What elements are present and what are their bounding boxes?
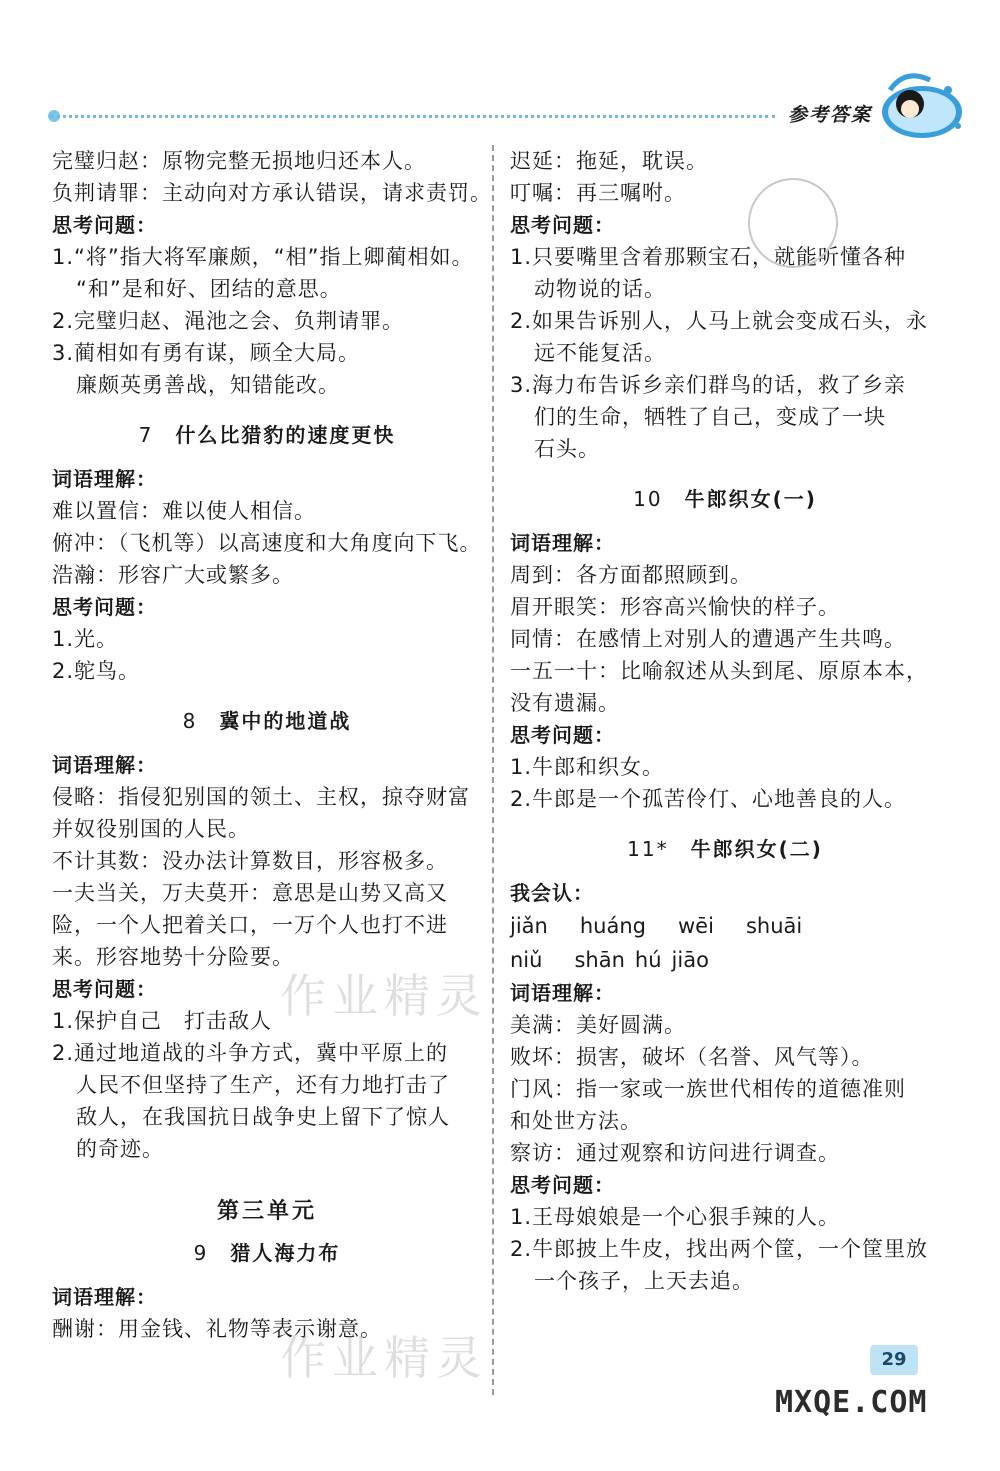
vocab-line: 和处世方法。	[510, 1109, 642, 1133]
section-heading: 思考问题：	[510, 1173, 615, 1197]
answer-item: 1.“将”指大将军廉颇，“相”指上卿蔺相如。	[52, 245, 474, 269]
lesson-name: 牛郎织女(一)	[684, 487, 817, 511]
answer-continuation: 廉颇英勇善战，知错能改。	[76, 373, 340, 397]
lesson-title	[510, 483, 940, 515]
answer-continuation: 人民不但坚持了生产，还有力地打击了	[76, 1073, 450, 1097]
watermark: 作业精灵	[280, 1331, 488, 1385]
footer-watermark: MXQE.COM	[775, 1385, 928, 1420]
pinyin-syllable: shuāi	[745, 914, 803, 938]
vocab-line: 叮嘱：再三嘱咐。	[510, 181, 686, 205]
answer-item: 2.完璧归赵、渑池之会、负荆请罪。	[52, 309, 405, 333]
section-heading: 思考问题：	[52, 213, 157, 237]
vocab-line: 同情：在感情上对别人的遭遇产生共鸣。	[510, 627, 906, 651]
lesson-name: 牛郎织女(二)	[690, 837, 823, 861]
answer-continuation: 动物说的话。	[534, 277, 666, 301]
watermark: 作业精灵	[280, 969, 488, 1023]
vocab-line: 不计其数：没办法计算数目，形容极多。	[52, 849, 448, 873]
section-heading: 词语理解：	[510, 981, 615, 1005]
section-heading: 词语理解：	[52, 467, 157, 491]
section-heading: 思考问题：	[510, 213, 615, 237]
answer-item: 3.海力布告诉乡亲们群鸟的话，救了乡亲	[510, 373, 907, 397]
lesson-number: 9	[193, 1241, 209, 1265]
lesson-title	[510, 833, 940, 865]
answer-continuation: 的奇迹。	[76, 1137, 164, 1161]
answer-item: 3.蔺相如有勇有谋，顾全大局。	[52, 341, 361, 365]
answer-item: 1.光。	[52, 627, 119, 651]
vocab-line: 美满：美好圆满。	[510, 1013, 686, 1037]
answer-continuation: 远不能复活。	[534, 341, 666, 365]
section-heading: 词语理解：	[52, 753, 157, 777]
answer-continuation: 一个孩子，上天去追。	[534, 1269, 754, 1293]
vocab-line: 周到：各方面都照顾到。	[510, 563, 752, 587]
lesson-title	[52, 1237, 482, 1269]
answer-item: 2.鸵鸟。	[52, 659, 141, 683]
vocab-line: 一五一十：比喻叙述从头到尾、原原本本，	[510, 659, 928, 683]
lesson-number: 7	[138, 423, 154, 447]
vocab-line: 一夫当关，万夫莫开：意思是山势又高又	[52, 881, 448, 905]
answer-item: 2.牛郎披上牛皮，找出两个筐，一个筐里放	[510, 1237, 929, 1261]
vocab-line: 俯冲：（飞机等）以高速度和大角度向下飞。	[52, 531, 482, 555]
pinyin-row	[510, 909, 940, 943]
left-column	[52, 145, 492, 1345]
lesson-title	[52, 705, 482, 737]
vocab-line: 险，一个人把着关口，一万个人也打不进	[52, 913, 448, 937]
section-heading: 词语理解：	[510, 531, 615, 555]
vocab-line: 败坏：损害，破坏（名誉、风气等）。	[510, 1045, 874, 1069]
answer-item: 1.保护自己 打击敌人	[52, 1009, 273, 1033]
vocab-line: 迟延：拖延，耽误。	[510, 149, 708, 173]
pinyin-syllable: shān	[574, 948, 625, 972]
vocab-line: 眉开眼笑：形容高兴愉快的样子。	[510, 595, 840, 619]
answer-item: 2.如果告诉别人，人马上就会变成石头，永	[510, 309, 929, 333]
page-number: 29	[870, 1345, 918, 1375]
vocab-line: 门风：指一家或一族世代相传的道德准则	[510, 1077, 906, 1101]
answer-item: 1.王母娘娘是一个心狠手辣的人。	[510, 1205, 841, 1229]
vocab-line: 并奴役别国的人民。	[52, 817, 250, 841]
lesson-name: 什么比猎豹的速度更快	[175, 423, 396, 447]
lesson-number: 10	[633, 487, 663, 511]
section-heading: 思考问题：	[510, 723, 615, 747]
page-header	[50, 98, 940, 138]
answer-item: 2.通过地道战的斗争方式，冀中平原上的	[52, 1041, 449, 1065]
pinyin-syllable: niǔ	[510, 948, 543, 972]
header-title: 参考答案	[788, 104, 873, 126]
pinyin-syllable: hú	[634, 948, 662, 972]
lesson-number: 11*	[627, 837, 669, 861]
column-divider	[492, 145, 494, 1395]
answer-continuation: 石头。	[534, 437, 600, 461]
header-dotted-rule	[50, 115, 775, 118]
mascot-icon	[870, 60, 970, 150]
answer-item: 2.牛郎是一个孤苦伶仃、心地善良的人。	[510, 787, 907, 811]
right-column	[510, 145, 940, 1297]
lesson-title	[52, 419, 482, 451]
answer-item: 1.牛郎和织女。	[510, 755, 665, 779]
pinyin-syllable: huáng	[579, 914, 646, 938]
answer-continuation: 们的生命，牺牲了自己，变成了一块	[534, 405, 886, 429]
vocab-line: 负荆请罪：主动向对方承认错误，请求责罚。	[52, 181, 492, 205]
answer-continuation: “和”是和好、团结的意思。	[76, 277, 342, 301]
unit-title: 第三单元	[216, 1199, 317, 1224]
pinyin-row	[510, 943, 940, 977]
vocab-line: 没有遗漏。	[510, 691, 620, 715]
section-heading: 词语理解：	[52, 1285, 157, 1309]
vocab-line: 浩瀚：形容广大或繁多。	[52, 563, 294, 587]
pinyin-syllable: jiāo	[671, 948, 709, 972]
vocab-line: 侵略：指侵犯别国的领土、主权，掠夺财富	[52, 785, 470, 809]
section-heading: 思考问题：	[52, 595, 157, 619]
lesson-number: 8	[182, 709, 198, 733]
vocab-line: 酬谢：用金钱、礼物等表示谢意。	[52, 1317, 382, 1341]
pinyin-syllable: wēi	[678, 914, 714, 938]
answer-item: 1.只要嘴里含着那颗宝石，就能听懂各种	[510, 245, 907, 269]
vocab-line: 难以置信：难以使人相信。	[52, 499, 316, 523]
answer-continuation: 敌人，在我国抗日战争史上留下了惊人	[76, 1105, 450, 1129]
section-heading: 我会认：	[510, 881, 594, 905]
pinyin-syllable: jiǎn	[510, 914, 548, 938]
section-heading: 思考问题：	[52, 977, 157, 1001]
lesson-name: 冀中的地道战	[219, 709, 352, 733]
vocab-line: 察访：通过观察和访问进行调查。	[510, 1141, 840, 1165]
vocab-line: 来。形容地势十分险要。	[52, 945, 294, 969]
vocab-line: 完璧归赵：原物完整无损地归还本人。	[52, 149, 426, 173]
lesson-name: 猎人海力布	[230, 1241, 341, 1265]
